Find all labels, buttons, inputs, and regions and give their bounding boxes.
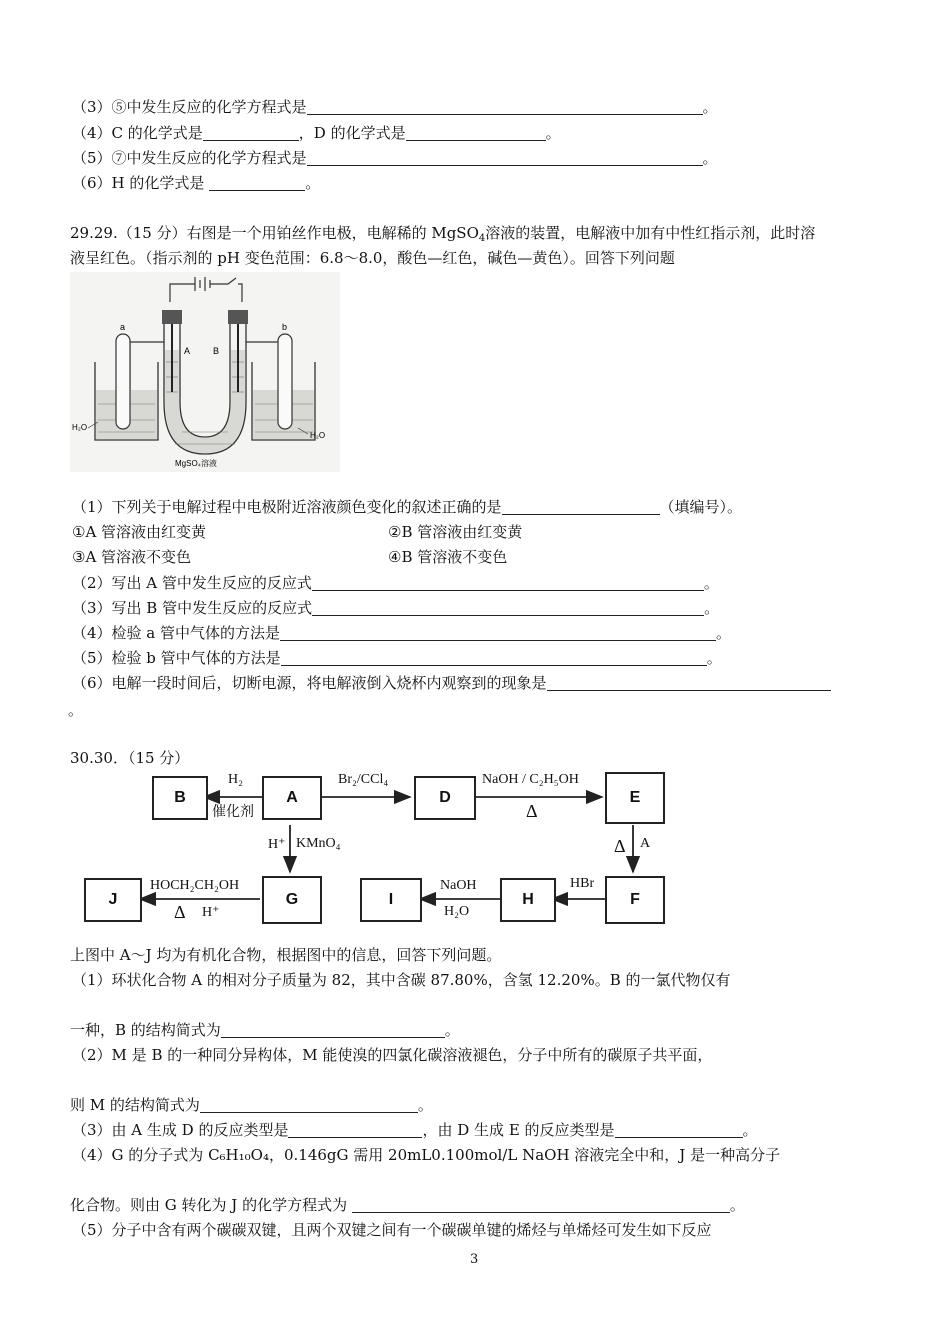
reagent-naoh-ethanol: NaOH / C₂H₅OH (482, 772, 579, 787)
heat-symbol: Δ (614, 836, 626, 856)
q29-q6: （6）电解一段时间后，切断电源，将电解液倒入烧杯内观察到的现象是 (72, 673, 831, 693)
compound-D: D (414, 776, 476, 820)
answer-blank[interactable] (209, 174, 305, 191)
q30-q2-line-2: 则 M 的结构简式为 。 (70, 1096, 433, 1114)
stopper-left (162, 310, 182, 324)
reagent-kmno4: KMnO₄ (296, 836, 341, 851)
collection-tube-a (116, 334, 130, 429)
answer-blank[interactable] (547, 674, 831, 691)
q29-intro-line-2: 液呈红色。（指示剂的 pH 变色范围：6.8～8.0，酸色—红色，碱色—黄色）。回答下列问题 (70, 249, 675, 267)
q30-q3: （3）由 A 生成 D 的反应类型是 ，由 D 生成 E 的反应类型是 。 (72, 1121, 758, 1139)
reagent-A: A (640, 836, 651, 851)
answer-blank[interactable] (615, 1121, 743, 1138)
compound-B: B (152, 776, 208, 820)
answer-blank[interactable] (281, 649, 707, 666)
label-b: b (282, 322, 288, 332)
answer-blank[interactable] (280, 624, 716, 641)
q29-option-1: ①A 管溶液由红变黄 (72, 523, 207, 541)
answer-blank[interactable] (288, 1121, 422, 1138)
reagent-hbr: HBr (570, 876, 595, 891)
compound-J: J (84, 878, 142, 922)
label-A: A (184, 346, 191, 356)
answer-blank[interactable] (312, 599, 704, 616)
q30-q2-line-1: （2）M 是 B 的一种同分异构体，M 能使溴的四氯化碳溶液褪色，分子中所有的碳原子共平面， (72, 1046, 713, 1064)
label-h2o-right: H₂O (310, 431, 326, 440)
q29-q1: （1）下列关于电解过程中电极附近溶液颜色变化的叙述正确的是 （填编号）。 (72, 498, 743, 516)
answer-blank[interactable] (203, 124, 299, 141)
label-B: B (213, 346, 220, 356)
heat-symbol: Δ (174, 902, 186, 922)
compound-H: H (500, 878, 556, 922)
q30-intro: 上图中 A～J 均为有机化合物，根据图中的信息，回答下列问题。 (70, 946, 502, 964)
q30-title: 30.30．（15 分） (70, 749, 190, 767)
answer-blank[interactable] (200, 1096, 418, 1113)
q29-q4: （4）检验 a 管中气体的方法是 。 (72, 624, 732, 642)
label-mgso4-solution: MgSO₄溶液 (175, 459, 217, 468)
q28-line-3: （3）⑤中发生反应的化学方程式是 。 (72, 98, 718, 116)
compound-G: G (262, 876, 322, 924)
reagent-br2-ccl4: Br₂/CCl₄ (338, 772, 389, 787)
compound-I: I (360, 878, 422, 922)
q29-intro-line-1: 29.29.（15 分）右图是一个用铂丝作电极，电解稀的 MgSO$_4$溶液的装置，电解液中加有中性红指示剂，此时溶 (70, 224, 816, 244)
reagent-ethylene-glycol: HOCH₂CH₂OH (150, 878, 240, 893)
answer-blank[interactable] (307, 149, 703, 166)
stopper-right (228, 310, 248, 324)
q29-q2: （2）写出 A 管中发生反应的反应式 。 (72, 574, 719, 592)
q29-q5: （5）检验 b 管中气体的方法是 。 (72, 649, 722, 667)
q29-option-2: ②B 管溶液由红变黄 (388, 523, 523, 541)
reaction-scheme (80, 768, 680, 928)
reagent-h2o: H₂O (444, 904, 470, 919)
q30-q5: （5）分子中含有两个碳碳双键，且两个双键之间有一个碳碳单键的烯烃与单烯烃可发生如下反应 (72, 1221, 712, 1239)
q29-option-3: ③A 管溶液不变色 (72, 548, 192, 566)
label-h2o-left: H₂O (72, 423, 88, 432)
compound-F: F (605, 876, 665, 924)
q29-option-4: ④B 管溶液不变色 (388, 548, 508, 566)
q28-line-5: （5）⑦中发生反应的化学方程式是 。 (72, 149, 718, 167)
collection-tube-b (278, 334, 292, 429)
q30-q4-line-2: 化合物。则由 G 转化为 J 的化学方程式为 。 (70, 1196, 745, 1214)
label-a: a (120, 322, 126, 332)
heat-symbol: Δ (526, 801, 538, 821)
reagent-h-plus-2: H⁺ (202, 905, 220, 920)
q30-q1-line-2: 一种，B 的结构简式为 。 (70, 1021, 460, 1039)
q30-q1-line-1: （1）环状化合物 A 的相对分子质量为 82，其中含碳 87.80%，含氢 12.20%。B 的一氯代物仅有 (72, 971, 731, 989)
q28-line-4: （4）C 的化学式是 ，D 的化学式是 。 (72, 124, 561, 142)
answer-blank[interactable] (502, 498, 660, 515)
page-number: 3 (470, 1252, 479, 1267)
electrolysis-apparatus-figure (70, 272, 340, 472)
q30-q4-line-1: （4）G 的分子式为 C₆H₁₀O₄，0.146gG 需用 20mL0.100mol/L NaOH 溶液完全中和，J 是一种高分子 (72, 1146, 781, 1164)
compound-A: A (262, 776, 322, 820)
answer-blank[interactable] (312, 574, 704, 591)
q29-q3: （3）写出 B 管中发生反应的反应式 。 (72, 599, 720, 617)
compound-E: E (605, 772, 665, 824)
q28-line-6: （6）H 的化学式是 。 (72, 174, 321, 192)
reagent-h2: H₂ (228, 772, 243, 787)
answer-blank[interactable] (221, 1021, 445, 1038)
answer-blank[interactable] (307, 98, 703, 115)
answer-blank[interactable] (406, 124, 546, 141)
q29-q6-end: 。 (68, 701, 84, 719)
reagent-h-plus: H⁺ (268, 837, 286, 852)
reagent-catalyst: 催化剂 (212, 805, 254, 820)
answer-blank[interactable] (352, 1196, 730, 1213)
reagent-naoh: NaOH (440, 878, 477, 893)
